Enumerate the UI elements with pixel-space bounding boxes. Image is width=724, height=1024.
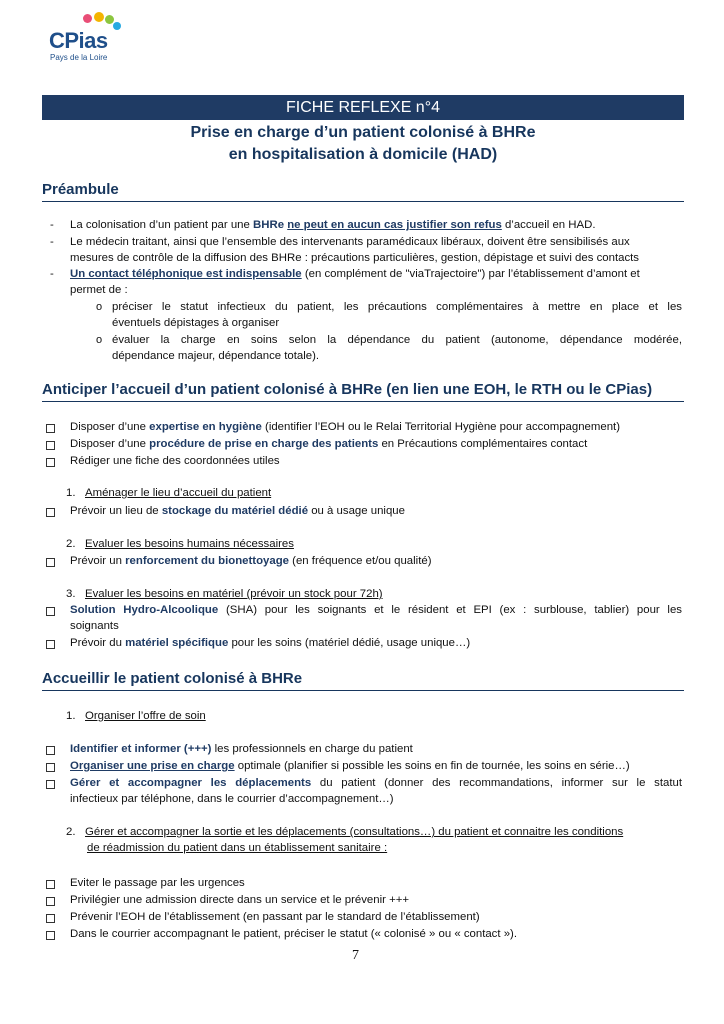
section-heading-accueillir: Accueillir le patient colonisé à BHRe xyxy=(42,670,303,687)
preambule-subitem-2-line1: évaluer la charge en soins selon la dépendance du patient (autonome, dépendance modérée, xyxy=(112,334,682,346)
preambule-item-3: Un contact téléphonique est indispensable (en complément de "viaTrajectoire") par l’établissement d’amont et xyxy=(70,268,640,280)
accueillir-check-2: Organiser une prise en charge optimale (planifier si possible les soins en fin de tournée, les soins en série…) xyxy=(70,760,630,772)
preambule-subitem-2-line2: dépendance majeur, dépendance totale). xyxy=(112,350,320,362)
cpias-logo xyxy=(45,12,135,60)
accueillir-check-4: Eviter le passage par les urgences xyxy=(70,877,245,889)
preambule-item-2-line2: mesures de contrôle de la diffusion des BHRe : précautions particulières, gestion, dépistage et suivi des contacts xyxy=(70,252,640,264)
preambule-subitem-1-line2: éventuels dépistages à organiser xyxy=(112,317,280,329)
anticiper-check-6-line2: soignants xyxy=(70,620,119,632)
anticiper-check-3: Rédiger une fiche des coordonnées utiles xyxy=(70,455,280,467)
anticiper-step-1: 1. Aménager le lieu d’accueil du patient xyxy=(66,487,272,499)
checkbox-icon xyxy=(46,607,55,616)
accueillir-step-1: 1. Organiser l’offre de soin xyxy=(66,710,206,722)
checkbox-icon xyxy=(46,746,55,755)
checkbox-icon xyxy=(46,458,55,467)
checkbox-icon xyxy=(46,508,55,517)
checkbox-icon xyxy=(46,424,55,433)
checkbox-icon xyxy=(46,880,55,889)
anticiper-check-4: Prévoir un lieu de stockage du matériel dédié ou à usage unique xyxy=(70,505,405,517)
checkbox-icon xyxy=(46,763,55,772)
section-heading-anticiper: Anticiper l’accueil d’un patient colonisé à BHRe (en lien une EOH, le RTH ou le CPias) xyxy=(42,381,653,398)
circle-bullet-icon: o xyxy=(96,301,103,313)
anticiper-check-2: Disposer d’une procédure de prise en charge des patients en Précautions complémentaires contact xyxy=(70,438,588,450)
section-divider xyxy=(42,690,684,691)
accueillir-check-6: Prévenir l’EOH de l’établissement (en passant par le standard de l’établissement) xyxy=(70,911,480,923)
preambule-subitem-1-line1: préciser le statut infectieux du patient, les précautions complémentaires à mettre en place et les xyxy=(112,301,682,313)
checkbox-icon xyxy=(46,558,55,567)
preambule-item-3-line2: permet de : xyxy=(70,284,128,296)
accueillir-check-3-line2: infectieux par téléphone, dans le courrier d’accompagnement…) xyxy=(70,793,394,805)
logo-subtitle: Pays de la Loire xyxy=(50,53,108,62)
page-title-line1: Prise en charge d’un patient colonisé à BHRe xyxy=(190,124,536,141)
logo-wordmark: CPias xyxy=(49,28,108,53)
accueillir-check-1: Identifier et informer (+++) les professionnels en charge du patient xyxy=(70,743,413,755)
checkbox-icon xyxy=(46,931,55,940)
bullet-dash: - xyxy=(50,268,54,280)
page-title-line2: en hospitalisation à domicile (HAD) xyxy=(228,146,498,163)
accueillir-check-5: Privilégier une admission directe dans un service et le prévenir +++ xyxy=(70,894,410,906)
page-number: 7 xyxy=(352,948,359,963)
accueillir-check-7: Dans le courrier accompagnant le patient, préciser le statut (« colonisé » ou « contact »). xyxy=(70,928,518,940)
checkbox-icon xyxy=(46,897,55,906)
checkbox-icon xyxy=(46,441,55,450)
bullet-dash: - xyxy=(50,219,54,231)
preambule-item-1: La colonisation d’un patient par une BHRe ne peut en aucun cas justifier son refus d’accueil en HAD. xyxy=(70,219,596,231)
anticiper-check-6-line1: Solution Hydro-Alcoolique (SHA) pour les soignants et le résident et EPI (ex : surblouse, tablier) pour les xyxy=(70,604,682,616)
checkbox-icon xyxy=(46,780,55,789)
anticiper-check-5: Prévoir un renforcement du bionettoyage (en fréquence et/ou qualité) xyxy=(70,555,432,567)
section-heading-preambule: Préambule xyxy=(42,181,119,198)
circle-bullet-icon: o xyxy=(96,334,103,346)
checkbox-icon xyxy=(46,914,55,923)
preambule-item-2-line1: Le médecin traitant, ainsi que l’ensemble des intervenants paramédicaux libéraux, doivent être sensibilisés aux xyxy=(70,236,630,248)
anticiper-step-3: 3. Evaluer les besoins en matériel (prévoir un stock pour 72h) xyxy=(66,588,383,600)
fiche-banner: FICHE REFLEXE n°4 xyxy=(42,95,684,120)
anticiper-step-2: 2. Evaluer les besoins humains nécessaires xyxy=(66,538,294,550)
anticiper-check-1: Disposer d’une expertise en hygiène (identifier l’EOH ou le Relai Territorial Hygiène pour accompagnement) xyxy=(70,421,620,433)
section-divider xyxy=(42,201,684,202)
accueillir-step-2-line2: de réadmission du patient dans un établissement sanitaire : xyxy=(87,842,388,854)
accueillir-check-3-line1: Gérer et accompagner les déplacements du patient (donner des recommandations, informer sur le statut xyxy=(70,777,682,789)
bullet-dash: - xyxy=(50,236,54,248)
section-divider xyxy=(42,401,684,402)
anticiper-check-7: Prévoir du matériel spécifique pour les soins (matériel dédié, usage unique…) xyxy=(70,637,471,649)
accueillir-step-2-line1: 2. Gérer et accompagner la sortie et les déplacements (consultations…) du patient et connaitre les conditions xyxy=(66,826,624,838)
checkbox-icon xyxy=(46,640,55,649)
